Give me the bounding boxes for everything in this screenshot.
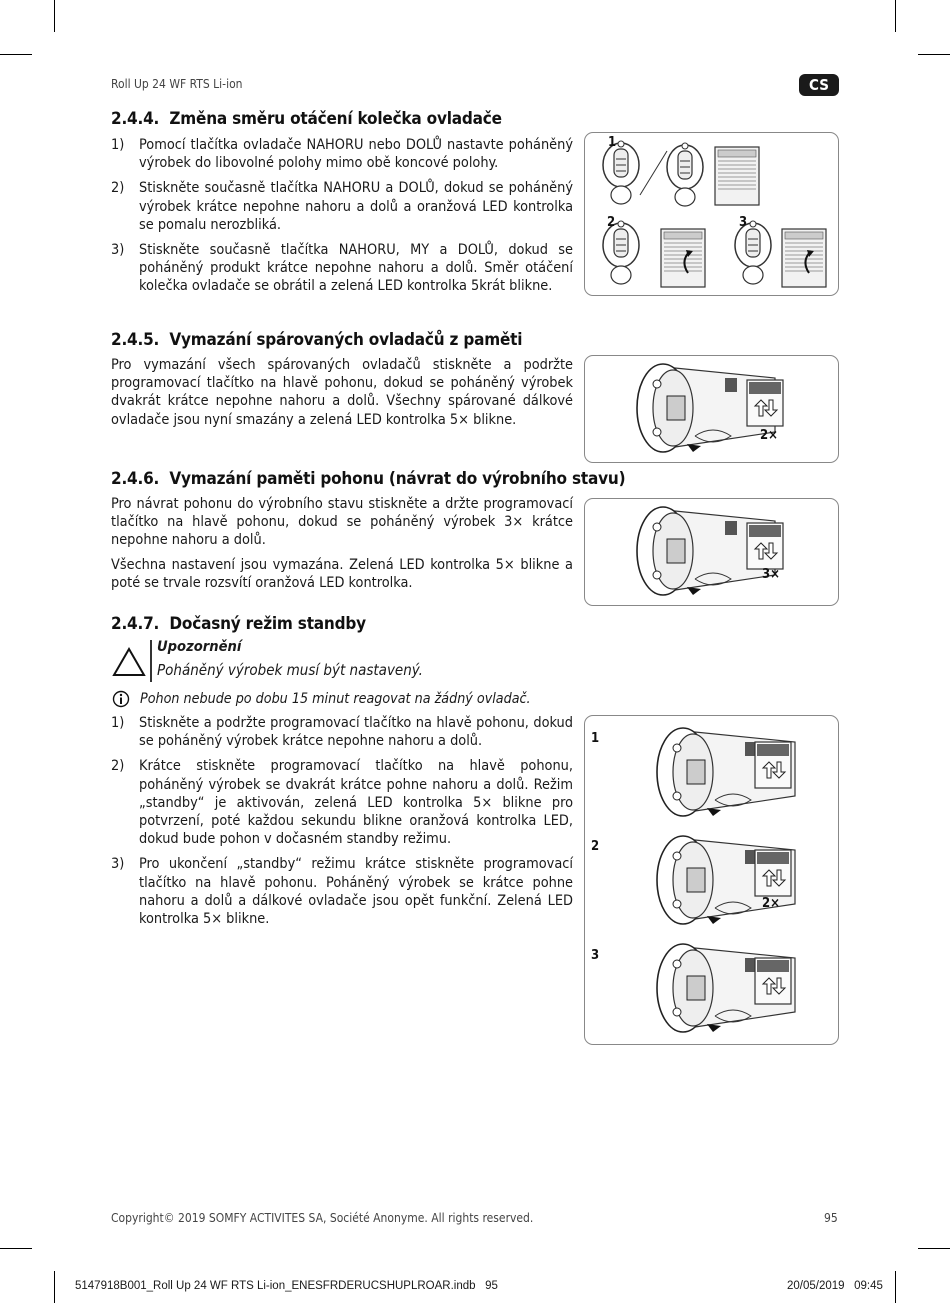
step-number: 3) — [111, 856, 125, 873]
print-file-info: 5147918B001_Roll Up 24 WF RTS Li-ion_ENESFRDERUCSHUPLROAR.indb 95 — [75, 1280, 498, 1292]
step-number: 3) — [111, 242, 125, 259]
figure-motor-head-2x — [584, 355, 839, 463]
step-text: Pomocí tlačítka ovladače NAHORU nebo DOLŮ nastavte poháněný výrobek do libovolné polohy mimo obě koncové polohy. — [139, 137, 573, 172]
list-item — [111, 757, 573, 848]
warning-text: Poháněný výrobek musí být nastavený. — [157, 661, 423, 679]
list-item — [111, 855, 573, 928]
step-text: Pro ukončení „standby“ režimu krátce stiskněte programovací tlačítko na hlavě pohonu. Poháněný výrobek se krátce pohne nahoru a dolů a dálkové ovladače jsou opět funkční. Zelená LED kontrolka 5× blikne. — [139, 856, 573, 928]
remote-illustration — [585, 133, 838, 295]
press-count-label: 3× — [762, 567, 780, 582]
list-item — [111, 136, 573, 172]
list-item — [111, 241, 573, 296]
print-date: 20/05/2019 09:45 — [787, 1280, 883, 1292]
step-number: 1) — [111, 137, 125, 153]
figure-step-number: 3 — [591, 948, 600, 963]
figure-motor-head-3x — [584, 498, 839, 606]
warning-icon — [112, 647, 146, 677]
section-heading-2-4-6: 2.4.6. Vymazání paměti pohonu (návrat do výrobního stavu) — [111, 469, 626, 489]
list-item — [111, 179, 573, 234]
step-text: Stiskněte současně tlačítka NAHORU a DOLŮ, dokud se poháněný výrobek krátce nepohne nahoru a dolů a oranžová LED kontrolka se pomalu nerozbliká. — [139, 180, 573, 233]
step-number: 2) — [111, 180, 125, 197]
crop-mark — [0, 54, 32, 55]
paragraph: Pro vymazání všech spárovaných ovladačů stiskněte a podržte programovací tlačítko na hlavě pohonu, dokud se poháněný výrobek dvakrát krátce nepohne nahoru a dolů. Všechny spárované dálkové ovladače jsou nyní smazány a zelená LED kontrolka 5× blikne. — [111, 357, 573, 428]
step-text: Stiskněte a podržte programovací tlačítko na hlavě pohonu, dokud se poháněný výrobek krátce nepohne nahoru a dolů. — [139, 715, 573, 750]
figure-step-number: 3 — [739, 215, 748, 230]
warning-title: Upozornění — [157, 638, 242, 655]
press-count-label: 2× — [762, 896, 780, 911]
crop-mark — [54, 0, 55, 32]
section-heading-2-4-4: 2.4.4. Změna směru otáčení kolečka ovladače — [111, 109, 502, 129]
figure-step-number: 1 — [608, 135, 617, 150]
step-number: 1) — [111, 715, 125, 731]
figure-step-number: 2 — [591, 839, 600, 854]
step-number: 2) — [111, 758, 125, 775]
info-icon — [112, 690, 130, 708]
crop-mark — [54, 1271, 55, 1303]
paragraph: Všechna nastavení jsou vymazána. Zelená LED kontrolka 5× blikne a poté se trvale rozsvítí oranžová LED kontrolka. — [111, 557, 573, 592]
crop-mark — [0, 1248, 32, 1249]
list-item — [111, 714, 573, 750]
section-heading-2-4-7: 2.4.7. Dočasný režim standby — [111, 614, 366, 634]
step-text: Stiskněte současně tlačítka NAHORU, MY a DOLŮ, dokud se poháněný produkt krátce nepohne nahoru a dolů. Směr otáčení kolečka ovladače se obrátil a zelená LED kontrolka 5krát blikne. — [139, 242, 573, 295]
figure-step-number: 2 — [607, 215, 616, 230]
press-count-label: 2× — [760, 428, 778, 443]
step-text: Krátce stiskněte programovací tlačítko na hlavě pohonu, poháněný výrobek se dvakrát krátce pohne nahoru a dolů. Režim „standby“ je aktivován, zelená LED kontrolka 5× blikne pro potvrzení, poté každou sekundu blikne oranžová kontrolka LED, dokud bude pohon v dočasném standby režimu. — [139, 758, 573, 848]
crop-mark — [895, 1271, 896, 1303]
crop-mark — [918, 54, 950, 55]
steps-list-2-4-7 — [111, 714, 573, 928]
crop-mark — [918, 1248, 950, 1249]
copyright: Copyright© 2019 SOMFY ACTIVITES SA, Société Anonyme. All rights reserved. — [111, 1211, 534, 1225]
motor-head-illustration — [585, 499, 838, 605]
standby-illustration — [585, 716, 838, 1044]
figure-remote-steps — [584, 132, 839, 296]
figure-standby-steps — [584, 715, 839, 1045]
motor-head-illustration — [585, 356, 838, 462]
crop-mark — [895, 0, 896, 32]
steps-list-2-4-4 — [111, 136, 573, 296]
figure-step-number: 1 — [591, 731, 600, 746]
doc-title: Roll Up 24 WF RTS Li-ion — [111, 77, 243, 91]
info-text: Pohon nebude po dobu 15 minut reagovat na žádný ovladač. — [140, 691, 531, 707]
warning-divider — [150, 640, 152, 682]
section-heading-2-4-5: 2.4.5. Vymazání spárovaných ovladačů z paměti — [111, 330, 523, 350]
paragraph: Pro návrat pohonu do výrobního stavu stiskněte a držte programovací tlačítko na hlavě pohonu, dokud se poháněný výrobek 3× krátce nepohne nahoru a dolů. — [111, 496, 573, 549]
language-badge: CS — [799, 74, 839, 96]
page-number: 95 — [824, 1211, 838, 1225]
